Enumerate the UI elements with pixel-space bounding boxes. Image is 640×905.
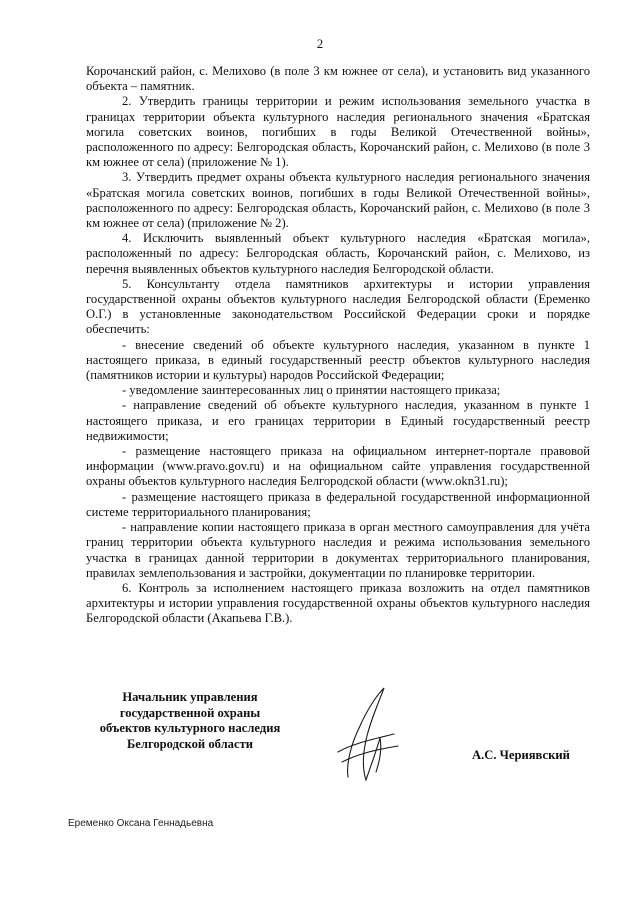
signatory-title [80, 690, 300, 752]
signatory-title-line: объектов культурного наследия [99, 721, 281, 735]
signatory-title-line: Белгородской области [126, 736, 254, 751]
executor-name: Еременко Оксана Геннадьевна [68, 818, 214, 829]
signatory-title-line: государственной охраны [119, 705, 261, 720]
handwritten-signature [318, 682, 408, 792]
paragraph: - размещение настоящего приказа в федеральной государственной информационной системе территориального планирования; [86, 489, 590, 519]
order-body [86, 64, 590, 627]
paragraph: Корочанский район, с. Мелихово (в поле 3 км южнее от села), и установить вид указанного объекта – памятник. [86, 64, 590, 94]
paragraph: - уведомление заинтересованных лиц о принятии настоящего приказа; [122, 383, 501, 398]
paragraph: - внесение сведений об объекте культурного наследия, указанном в пункте 1 настоящего приказа, в единый государственный реестр объектов культурного наследия (памятников истории и культуры) народов Российской Федерации; [86, 337, 590, 383]
paragraph: 5. Консультанту отдела памятников архитектуры и истории управления государственной охраны объектов культурного наследия Белгородской области (Еременко О.Г.) в установленные законодательством Российской Федерации сроки и порядке обеспечить: [86, 276, 590, 337]
paragraph: - размещение настоящего приказа на официальном интернет-портале правовой информации (www.pravo.gov.ru) и на официальном сайте управления государственной охраны объектов культурного наследия Белгородской области (www.okn31.ru); [86, 444, 590, 489]
paragraph: - направление копии настоящего приказа в орган местного самоуправления для учёта границ территории объекта культурного наследия и режима использования земельного участка в границах данной территории в документах территориального планирования, правилах землепользования и застройки, документации по планировке территории. [86, 520, 590, 580]
page-number: 2 [316, 36, 324, 51]
paragraph: - направление сведений об объекте культурного наследия, указанном в пункте 1 настоящего приказа, и его границах территории в Единый государственный реестр недвижимости; [86, 398, 590, 443]
paragraph: 2. Утвердить границы территории и режим использования земельного участка в границах территории объекта культурного наследия регионального значения «Братская могила советских воинов, погибших в годы Великой Отечественной войны», расположенного по адресу: Белгородская область, Корочанский район, с. Мелихово (в поле 3 км южнее от села) (приложение № 1). [86, 94, 590, 170]
paragraph: 6. Контроль за исполнением настоящего приказа возложить на отдел памятников архитектуры и истории управления государственной охраны объектов культурного наследия Белгородской области (Акапьева Г.В.). [86, 580, 590, 626]
paragraph: 3. Утвердить предмет охраны объекта культурного наследия регионального значения «Братская могила советских воинов, погибших в годы Великой Отечественной войны», расположенного по адресу: Белгородская область, Корочанский район, с. Мелихово (в поле 3 км южнее от села) (приложение № 2). [86, 170, 590, 231]
paragraph: 4. Исключить выявленный объект культурного наследия «Братская могила», расположенный по адресу: Белгородская область, Корочанский район, с. Мелихово, из перечня выявленных объектов культурного наследия Белгородской области. [86, 231, 590, 276]
signatory-name: А.С. Чериявский [472, 748, 570, 762]
signatory-title-line: Начальник управления [122, 690, 258, 704]
